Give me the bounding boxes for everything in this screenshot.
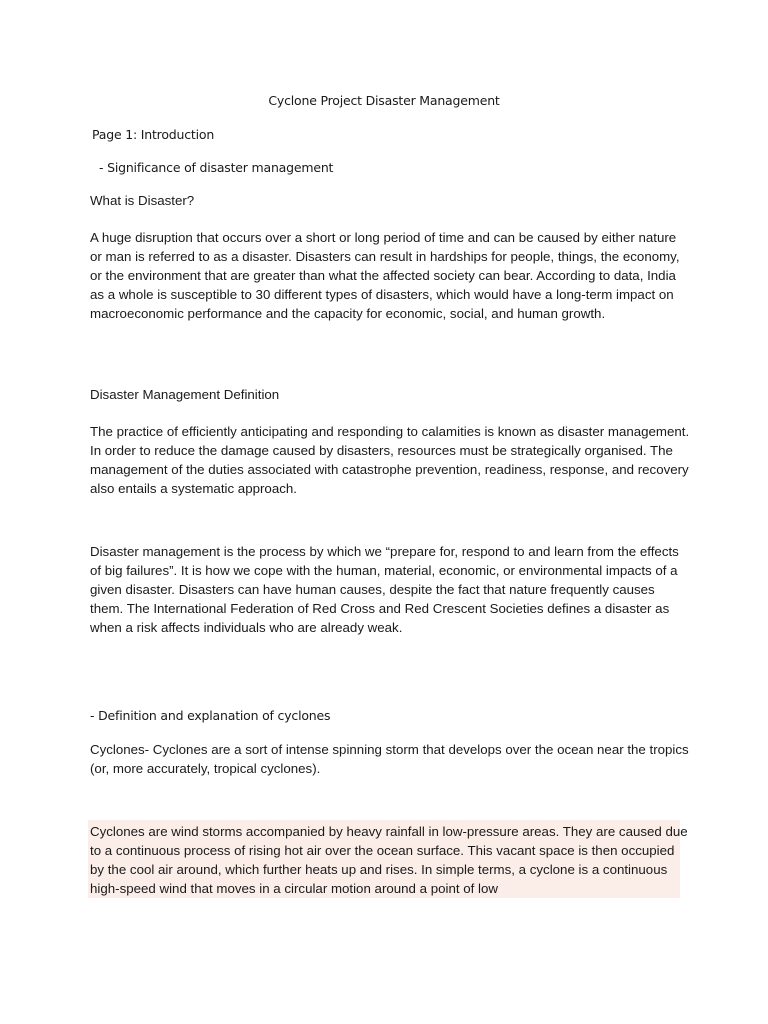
paragraph-text: Cyclones- Cyclones are a sort of intense spinning storm that develops over the ocean near the tropics (or, more accurately, tropical cyclones). xyxy=(90,742,689,776)
paragraph-text: A huge disruption that occurs over a short or long period of time and can be caused by either nature or man is referred to as a disaster. Disasters can result in hardships for people, things, the economy, or the environment that are greater than what the affected society can bear. According to data, India as a whole is susceptible to 30 different types of disasters, which would have a long-term impact on macroeconomic performance and the capacity for economic, social, and human growth. xyxy=(90,230,680,321)
paragraph-dm-practice xyxy=(90,422,690,498)
subheading-cyclones: - Definition and explanation of cyclones xyxy=(90,708,331,723)
paragraph-cyclones-explanation xyxy=(90,822,690,898)
subheading-significance: - Significance of disaster management xyxy=(99,160,334,175)
paragraph-dm-process xyxy=(90,542,690,637)
document-title: Cyclone Project Disaster Management xyxy=(268,93,500,108)
paragraph-text: Cyclones are wind storms accompanied by heavy rainfall in low-pressure areas. They are caused due to a continuous process of rising hot air over the ocean surface. This vacant space is then occupied by the cool air around, which further heats up and rises. In simple terms, a cyclone is a continuous high-speed wind that moves in a circular motion around a point of low xyxy=(90,824,688,896)
heading-what-is-disaster: What is Disaster? xyxy=(90,193,195,208)
paragraph-cyclones-intro xyxy=(90,740,690,778)
heading-disaster-management-definition: Disaster Management Definition xyxy=(90,387,280,402)
page-heading: Page 1: Introduction xyxy=(92,127,215,142)
paragraph-disaster-definition xyxy=(90,228,690,323)
paragraph-text: The practice of efficiently anticipating and responding to calamities is known as disaster management. In order to reduce the damage caused by disasters, resources must be strategically organised. The management of the duties associated with catastrophe prevention, readiness, response, and recovery also entails a systematic approach. xyxy=(90,424,690,496)
paragraph-text: Disaster management is the process by which we “prepare for, respond to and learn from the effects of big failures”. It is how we cope with the human, material, economic, or environmental impacts of a given disaster. Disasters can have human causes, despite the fact that nature frequently causes them. The International Federation of Red Cross and Red Crescent Societies defines a disaster as when a risk affects individuals who are already weak. xyxy=(90,544,679,635)
